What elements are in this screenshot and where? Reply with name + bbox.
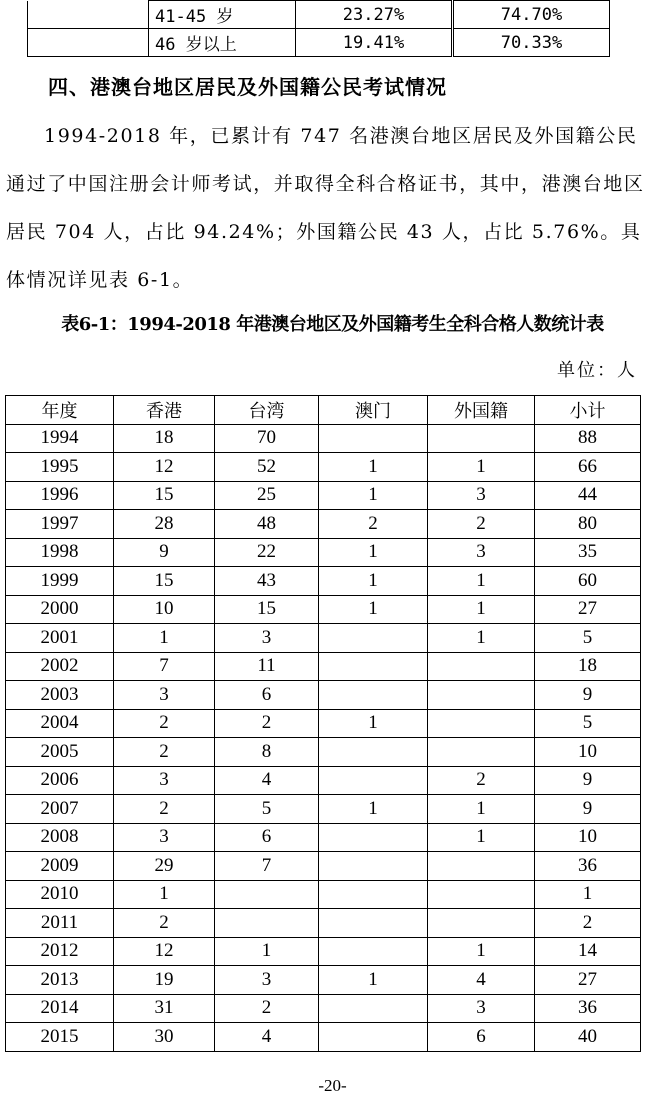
count-cell (428, 909, 535, 938)
count-cell: 48 (215, 510, 319, 539)
body-paragraph: 1994-2018 年，已累计有 747 名港澳台地区居民及外国籍公民通过了中国注册会计师考试，并取得全科合格证书，其中，港澳台地区居民 704 人，占比 94.24%；外国籍公民 43 人，占比 5.76%。具体情况详见表 6-1。 (6, 125, 645, 291)
count-cell: 15 (215, 595, 319, 624)
count-cell: 2 (215, 709, 319, 738)
year-cell: 1994 (6, 424, 114, 453)
count-cell (428, 852, 535, 881)
year-cell: 2011 (6, 909, 114, 938)
count-cell: 9 (535, 681, 641, 710)
year-cell: 2004 (6, 709, 114, 738)
age-cell: 46 岁以上 (149, 29, 296, 57)
count-cell: 52 (215, 453, 319, 482)
year-cell: 2008 (6, 823, 114, 852)
age-pass-rate-table-fragment (27, 0, 610, 57)
count-cell (319, 994, 428, 1023)
year-cell: 2003 (6, 681, 114, 710)
count-cell: 3 (114, 766, 215, 795)
count-cell: 4 (215, 1023, 319, 1052)
table-row (6, 795, 641, 824)
count-cell (319, 1023, 428, 1052)
table-row (6, 766, 641, 795)
count-cell: 40 (535, 1023, 641, 1052)
count-cell: 6 (215, 823, 319, 852)
count-cell: 5 (215, 795, 319, 824)
count-cell: 30 (114, 1023, 215, 1052)
year-cell: 2012 (6, 937, 114, 966)
value-cell: 23.27% (296, 1, 453, 29)
table-row (6, 909, 641, 938)
count-cell: 4 (428, 966, 535, 995)
count-cell: 1 (428, 624, 535, 653)
count-cell: 15 (114, 567, 215, 596)
count-cell: 18 (114, 424, 215, 453)
table-row (6, 1023, 641, 1052)
count-cell: 14 (535, 937, 641, 966)
count-cell: 1 (319, 567, 428, 596)
count-cell: 8 (215, 738, 319, 767)
table-row (6, 738, 641, 767)
age-cell: 41-45 岁 (149, 1, 296, 29)
count-cell: 7 (215, 852, 319, 881)
count-cell: 1 (319, 453, 428, 482)
year-cell: 2013 (6, 966, 114, 995)
count-cell: 19 (114, 966, 215, 995)
column-header: 年度 (6, 396, 114, 425)
count-cell: 22 (215, 538, 319, 567)
count-cell: 9 (535, 766, 641, 795)
count-cell: 27 (535, 966, 641, 995)
year-cell: 1995 (6, 453, 114, 482)
count-cell: 3 (428, 538, 535, 567)
count-cell: 66 (535, 453, 641, 482)
table-header-row (6, 396, 641, 425)
count-cell: 1 (428, 823, 535, 852)
count-cell: 1 (319, 481, 428, 510)
count-cell: 1 (428, 595, 535, 624)
count-cell: 44 (535, 481, 641, 510)
count-cell: 2 (428, 766, 535, 795)
count-cell: 3 (428, 994, 535, 1023)
count-cell: 31 (114, 994, 215, 1023)
table-row (6, 567, 641, 596)
count-cell: 2 (215, 994, 319, 1023)
unit-label: 单位：人 (557, 360, 637, 381)
count-cell: 25 (215, 481, 319, 510)
value-cell: 74.70% (453, 1, 610, 29)
count-cell: 3 (215, 624, 319, 653)
year-cell: 1996 (6, 481, 114, 510)
count-cell: 28 (114, 510, 215, 539)
count-cell (215, 909, 319, 938)
count-cell: 11 (215, 652, 319, 681)
count-cell: 10 (535, 823, 641, 852)
pass-count-table (5, 395, 641, 1052)
year-cell: 2015 (6, 1023, 114, 1052)
count-cell: 1 (114, 880, 215, 909)
count-cell: 60 (535, 567, 641, 596)
count-cell: 1 (319, 966, 428, 995)
column-header: 香港 (114, 396, 215, 425)
count-cell (319, 823, 428, 852)
value-cell: 19.41% (296, 29, 453, 57)
count-cell: 2 (319, 510, 428, 539)
count-cell (428, 880, 535, 909)
count-cell: 1 (319, 709, 428, 738)
table-row (6, 453, 641, 482)
table-row (6, 595, 641, 624)
column-header: 澳门 (319, 396, 428, 425)
count-cell: 7 (114, 652, 215, 681)
table-row (6, 538, 641, 567)
count-cell: 4 (215, 766, 319, 795)
section-title: 四、港澳台地区居民及外国籍公民考试情况 (48, 75, 447, 99)
count-cell: 15 (114, 481, 215, 510)
count-cell (319, 424, 428, 453)
count-cell: 35 (535, 538, 641, 567)
count-cell: 1 (319, 595, 428, 624)
count-cell: 12 (114, 937, 215, 966)
count-cell (428, 424, 535, 453)
year-cell: 2002 (6, 652, 114, 681)
count-cell: 1 (215, 937, 319, 966)
blank-cell (28, 1, 149, 29)
table-row (6, 880, 641, 909)
count-cell (428, 681, 535, 710)
table-row (6, 652, 641, 681)
page-number: -20- (318, 1076, 347, 1095)
count-cell: 10 (114, 595, 215, 624)
year-cell: 1998 (6, 538, 114, 567)
table-row (6, 510, 641, 539)
count-cell: 36 (535, 852, 641, 881)
count-cell: 1 (428, 453, 535, 482)
count-cell (319, 852, 428, 881)
count-cell (319, 681, 428, 710)
table-row (28, 1, 610, 29)
table-row (6, 709, 641, 738)
value-cell: 70.33% (453, 29, 610, 57)
count-cell: 1 (535, 880, 641, 909)
count-cell (319, 937, 428, 966)
count-cell: 3 (428, 481, 535, 510)
table-row (6, 966, 641, 995)
count-cell (319, 880, 428, 909)
year-cell: 2010 (6, 880, 114, 909)
count-cell: 3 (114, 823, 215, 852)
count-cell: 27 (535, 595, 641, 624)
count-cell: 10 (535, 738, 641, 767)
column-header: 小计 (535, 396, 641, 425)
year-cell: 2005 (6, 738, 114, 767)
table-caption: 表6-1：1994-2018 年港澳台地区及外国籍考生全科合格人数统计表 (61, 314, 604, 335)
table-row (6, 852, 641, 881)
column-header: 外国籍 (428, 396, 535, 425)
count-cell (215, 880, 319, 909)
count-cell: 6 (215, 681, 319, 710)
count-cell: 9 (535, 795, 641, 824)
count-cell (428, 709, 535, 738)
count-cell: 2 (114, 909, 215, 938)
count-cell: 2 (428, 510, 535, 539)
year-cell: 2006 (6, 766, 114, 795)
count-cell: 1 (428, 937, 535, 966)
count-cell: 3 (215, 966, 319, 995)
count-cell: 5 (535, 624, 641, 653)
count-cell: 9 (114, 538, 215, 567)
count-cell (319, 738, 428, 767)
count-cell: 12 (114, 453, 215, 482)
count-cell (319, 652, 428, 681)
count-cell (319, 624, 428, 653)
count-cell: 2 (114, 709, 215, 738)
count-cell: 43 (215, 567, 319, 596)
count-cell: 70 (215, 424, 319, 453)
year-cell: 2007 (6, 795, 114, 824)
count-cell: 1 (319, 795, 428, 824)
year-cell: 1997 (6, 510, 114, 539)
count-cell (319, 909, 428, 938)
count-cell: 1 (319, 538, 428, 567)
count-cell: 2 (114, 795, 215, 824)
count-cell: 80 (535, 510, 641, 539)
year-cell: 2000 (6, 595, 114, 624)
count-cell: 3 (114, 681, 215, 710)
count-cell: 1 (114, 624, 215, 653)
count-cell (319, 766, 428, 795)
count-cell: 88 (535, 424, 641, 453)
count-cell: 2 (114, 738, 215, 767)
count-cell: 2 (535, 909, 641, 938)
blank-cell (28, 29, 149, 57)
count-cell: 5 (535, 709, 641, 738)
table-row (6, 937, 641, 966)
count-cell: 18 (535, 652, 641, 681)
table-row (6, 624, 641, 653)
table-row (6, 823, 641, 852)
table-row (6, 481, 641, 510)
table-row (6, 424, 641, 453)
table-row (6, 681, 641, 710)
count-cell (428, 652, 535, 681)
year-cell: 2014 (6, 994, 114, 1023)
count-cell: 1 (428, 567, 535, 596)
count-cell: 6 (428, 1023, 535, 1052)
count-cell: 36 (535, 994, 641, 1023)
year-cell: 1999 (6, 567, 114, 596)
count-cell (428, 738, 535, 767)
year-cell: 2001 (6, 624, 114, 653)
column-header: 台湾 (215, 396, 319, 425)
count-cell: 1 (428, 795, 535, 824)
count-cell: 29 (114, 852, 215, 881)
table-row (6, 994, 641, 1023)
year-cell: 2009 (6, 852, 114, 881)
table-row (28, 29, 610, 57)
